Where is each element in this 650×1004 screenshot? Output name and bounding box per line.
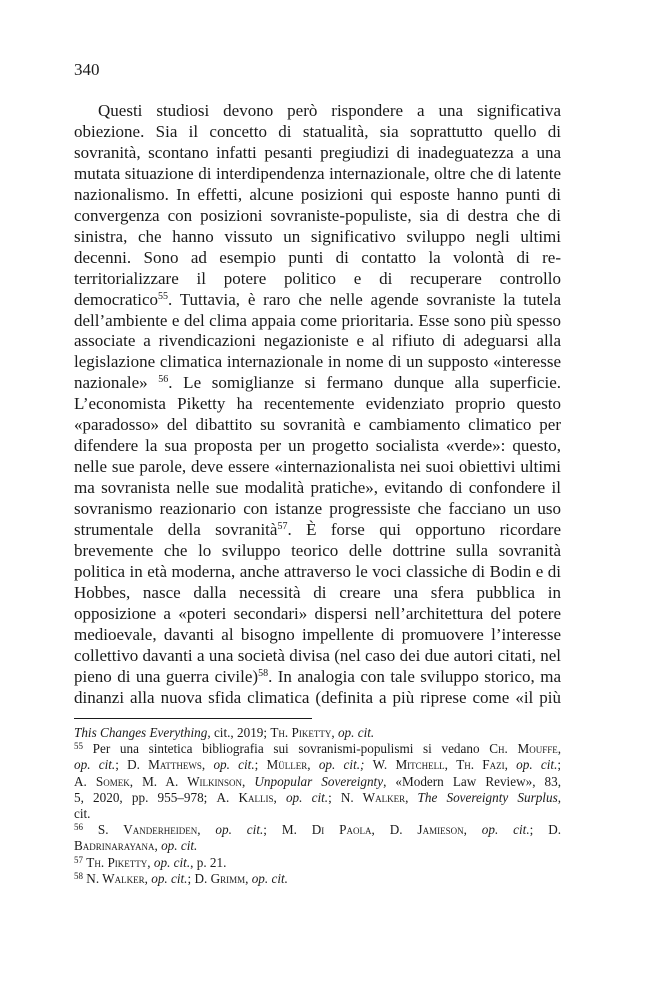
footnote-text: , bbox=[197, 822, 216, 838]
footnote-ref-56[interactable]: 56 bbox=[158, 374, 169, 386]
citation-abbrev: op. cit. bbox=[215, 822, 264, 838]
text-line: ma sovranista nelle sue modalità pratiche», evitando di confondere il bbox=[74, 478, 561, 498]
text-line: dinanzi alla nuova sfida climatica (definita a più riprese come «il più bbox=[74, 687, 561, 707]
text-line bbox=[74, 667, 561, 688]
citation-abbrev: op. cit. bbox=[337, 725, 375, 740]
footnote-number: 56 bbox=[74, 822, 83, 833]
text-line: L’economista Piketty ha recentemente evidenziato proprio questo bbox=[74, 394, 561, 414]
footnote-ref-58[interactable]: 58 bbox=[258, 667, 269, 679]
footnote-58-line bbox=[74, 871, 561, 887]
footnote-55-line bbox=[74, 741, 561, 757]
author-name: Ch. Mouffe bbox=[489, 741, 558, 757]
footnote-ref-55[interactable]: 55 bbox=[158, 290, 169, 302]
text-segment: pieno di una guerra civile) bbox=[74, 666, 259, 686]
footnote-text: , bbox=[405, 789, 418, 805]
text-segment: nazionale» bbox=[74, 373, 159, 393]
citation-abbrev: op. cit. bbox=[213, 757, 255, 773]
text-line: associate a rivendicazioni negazioniste e al rifiuto di adeguarsi alla bbox=[74, 331, 561, 351]
footnote-text: , bbox=[144, 870, 152, 886]
author-name: N. Walker bbox=[86, 870, 145, 886]
text-segment: . Tuttavia, è raro che nelle agende sovraniste la tutela bbox=[168, 289, 561, 309]
footnote-text: , bbox=[147, 854, 154, 870]
footnote-text: , bbox=[273, 789, 286, 805]
citation-abbrev: op. cit. bbox=[74, 757, 116, 773]
text-segment: . È forse qui opportuno ricordare bbox=[287, 520, 561, 540]
text-line: sinistra, che hanno vissuto un significativo sviluppo negli ultimi bbox=[74, 226, 561, 246]
text-line: legislazione climatica internazionale in nome di un supposto «interesse bbox=[74, 352, 561, 372]
text-line: mutata situazione di interdipendenza internazionale, oltre che di latente bbox=[74, 163, 561, 183]
text-line: decenni. Sono ad esempio punti di contatto la volontà di re- bbox=[74, 247, 561, 267]
footnote-text: , bbox=[154, 838, 162, 854]
footnote-continuation bbox=[74, 725, 561, 741]
footnote-text: , bbox=[242, 773, 255, 789]
footnote-text bbox=[83, 822, 98, 837]
footnote-text: ; bbox=[115, 757, 128, 773]
footnote-text: , bbox=[307, 757, 319, 773]
author-name: D. Matthews bbox=[127, 757, 202, 773]
citation-abbrev: op. cit. bbox=[161, 838, 198, 854]
author-name: Badrinarayana bbox=[74, 838, 155, 854]
author-name: M. A. Wilkinson bbox=[142, 773, 243, 789]
footnote-text: , bbox=[129, 773, 143, 789]
author-name: A. Somek bbox=[74, 773, 130, 789]
footnote-number: 58 bbox=[74, 870, 83, 881]
footnote-55-line bbox=[74, 757, 561, 773]
text-line bbox=[74, 290, 561, 311]
author-name: Müller bbox=[266, 757, 308, 773]
citation-abbrev: op. cit. bbox=[151, 870, 188, 886]
citation-abbrev: op. cit. bbox=[153, 854, 191, 870]
author-name: M. Di Paola bbox=[281, 822, 372, 838]
text-line: difendere la sua proposta per un progetto socialista «verde»: questo, bbox=[74, 436, 561, 456]
citation-abbrev: op. cit. bbox=[481, 822, 530, 838]
book-title: This Changes Everything bbox=[74, 725, 208, 740]
footnote-text bbox=[364, 757, 372, 772]
footnote-text: 5, 2020, pp. 955–978; bbox=[74, 789, 217, 805]
footnote-text: ; bbox=[254, 757, 267, 773]
footnote-text: , bbox=[557, 789, 561, 805]
footnote-55-line bbox=[74, 790, 561, 806]
footnote-text: , bbox=[245, 870, 252, 886]
author-name: D. Grimm bbox=[194, 870, 246, 886]
text-line: territorializzare il potere politico e di recuperare controllo bbox=[74, 268, 561, 288]
citation-abbrev: op. cit.; bbox=[318, 757, 365, 773]
footnote-number: 57 bbox=[74, 854, 83, 865]
footnote-text: , bbox=[331, 725, 338, 740]
book-title: The Sovereignty Surplus bbox=[417, 789, 558, 805]
footnote-55-line: cit. bbox=[74, 806, 91, 822]
footnote-text: ; bbox=[529, 822, 549, 838]
main-text bbox=[74, 101, 561, 709]
book-title: Unpopular Sovereignty bbox=[254, 773, 384, 789]
footnote-text: , bbox=[463, 822, 482, 838]
footnote-text: ; bbox=[328, 789, 341, 805]
text-segment: . Le somiglianze si fermano dunque alla superficie. bbox=[168, 373, 561, 393]
author-name: A. Kallis bbox=[216, 789, 274, 805]
author-name: S. Vanderheiden bbox=[97, 822, 198, 838]
text-line: brevemente che lo sviluppo teorico delle dottrine sulla sovranità bbox=[74, 541, 561, 561]
footnote-text: , bbox=[557, 741, 562, 757]
text-line: Hobbes, nasce dalla necessità di creare una sfera pubblica in bbox=[74, 582, 561, 602]
author-name: Th. Fazi bbox=[456, 757, 505, 773]
text-line: obiezione. Sia il concetto di statualità, sia soprattutto quello di bbox=[74, 121, 561, 141]
footnote-number: 55 bbox=[74, 741, 83, 752]
footnote-55-line bbox=[74, 774, 561, 790]
footnote-text: , cit., 2019; bbox=[207, 725, 271, 740]
text-line: nelle sue parole, deve essere «internazionalista nei suoi obiettivi ultimi bbox=[74, 457, 561, 477]
author-name: W. Mitchell bbox=[372, 757, 445, 773]
text-line: convergenza con posizioni sovraniste-populiste, sia di destra che di bbox=[74, 205, 561, 225]
footnote-text: , bbox=[371, 822, 390, 838]
footnote-text: D. bbox=[548, 822, 562, 838]
page-number: 340 bbox=[74, 60, 100, 79]
text-segment: democratico bbox=[74, 289, 159, 309]
footnote-text: , bbox=[201, 757, 214, 773]
footnote-text: ; bbox=[263, 822, 282, 838]
text-line: Questi studiosi devono però rispondere a una significativa bbox=[98, 101, 561, 120]
text-line: sovranità, scontano infatti pesanti pregiudizi di inadeguatezza a una bbox=[74, 142, 561, 162]
text-line: politica in età moderna, anche attraverso le voci classiche di Bodin e di bbox=[74, 561, 561, 581]
citation-abbrev: op. cit. bbox=[251, 870, 288, 886]
author-name: Th. Piketty bbox=[270, 725, 332, 740]
text-line: nazionalismo. In effetti, alcune posizioni qui esposte hanno punti di bbox=[74, 184, 561, 204]
citation-abbrev: op. cit. bbox=[285, 789, 329, 805]
author-name: D. Jamieson bbox=[389, 822, 464, 838]
text-line bbox=[74, 373, 561, 394]
text-line: opposizione a «poteri secondari» dispersi nell’architettura del potere bbox=[74, 603, 561, 623]
text-line bbox=[74, 520, 561, 541]
footnote-separator bbox=[74, 718, 312, 719]
author-name: N. Walker bbox=[340, 789, 406, 805]
text-line: dell’ambiente e del clima appaia come prioritaria. Esse sono più spesso bbox=[74, 310, 561, 330]
footnote-57-line bbox=[74, 855, 561, 871]
footnote-text: , «Modern Law Review», 83, bbox=[383, 773, 562, 789]
footnote-text: ; bbox=[557, 757, 562, 773]
text-line: sovranismo reazionario con istanze progressiste che facciano un uso bbox=[74, 499, 561, 519]
footnote-text: , bbox=[504, 757, 517, 773]
footnotes bbox=[74, 725, 561, 887]
author-name: Th. Piketty bbox=[86, 854, 148, 870]
footnote-56-line bbox=[74, 838, 561, 854]
footnote-text: ; bbox=[187, 870, 195, 886]
footnote-text: Per una sintetica bibliografia sui sovranismi-populismi si vedano bbox=[83, 741, 490, 757]
text-line: medioevale, davanti al bisogno impellente di promuovere l’interesse bbox=[74, 624, 561, 644]
text-segment: strumentale della sovranità bbox=[74, 520, 278, 540]
footnote-ref-57[interactable]: 57 bbox=[277, 521, 288, 533]
footnote-text: , p. 21. bbox=[190, 854, 227, 870]
text-line: collettivo davanti a una società divisa (nel caso dei due autori citati, nel bbox=[74, 645, 561, 665]
citation-abbrev: op. cit. bbox=[516, 757, 558, 773]
footnote-56-line bbox=[74, 822, 561, 838]
text-line: «paradosso» del dibattito su sovranità e cambiamento climatico per bbox=[74, 415, 561, 435]
footnote-text: , bbox=[444, 757, 457, 773]
text-segment: . In analogia con tale sviluppo storico, ma bbox=[268, 666, 561, 686]
